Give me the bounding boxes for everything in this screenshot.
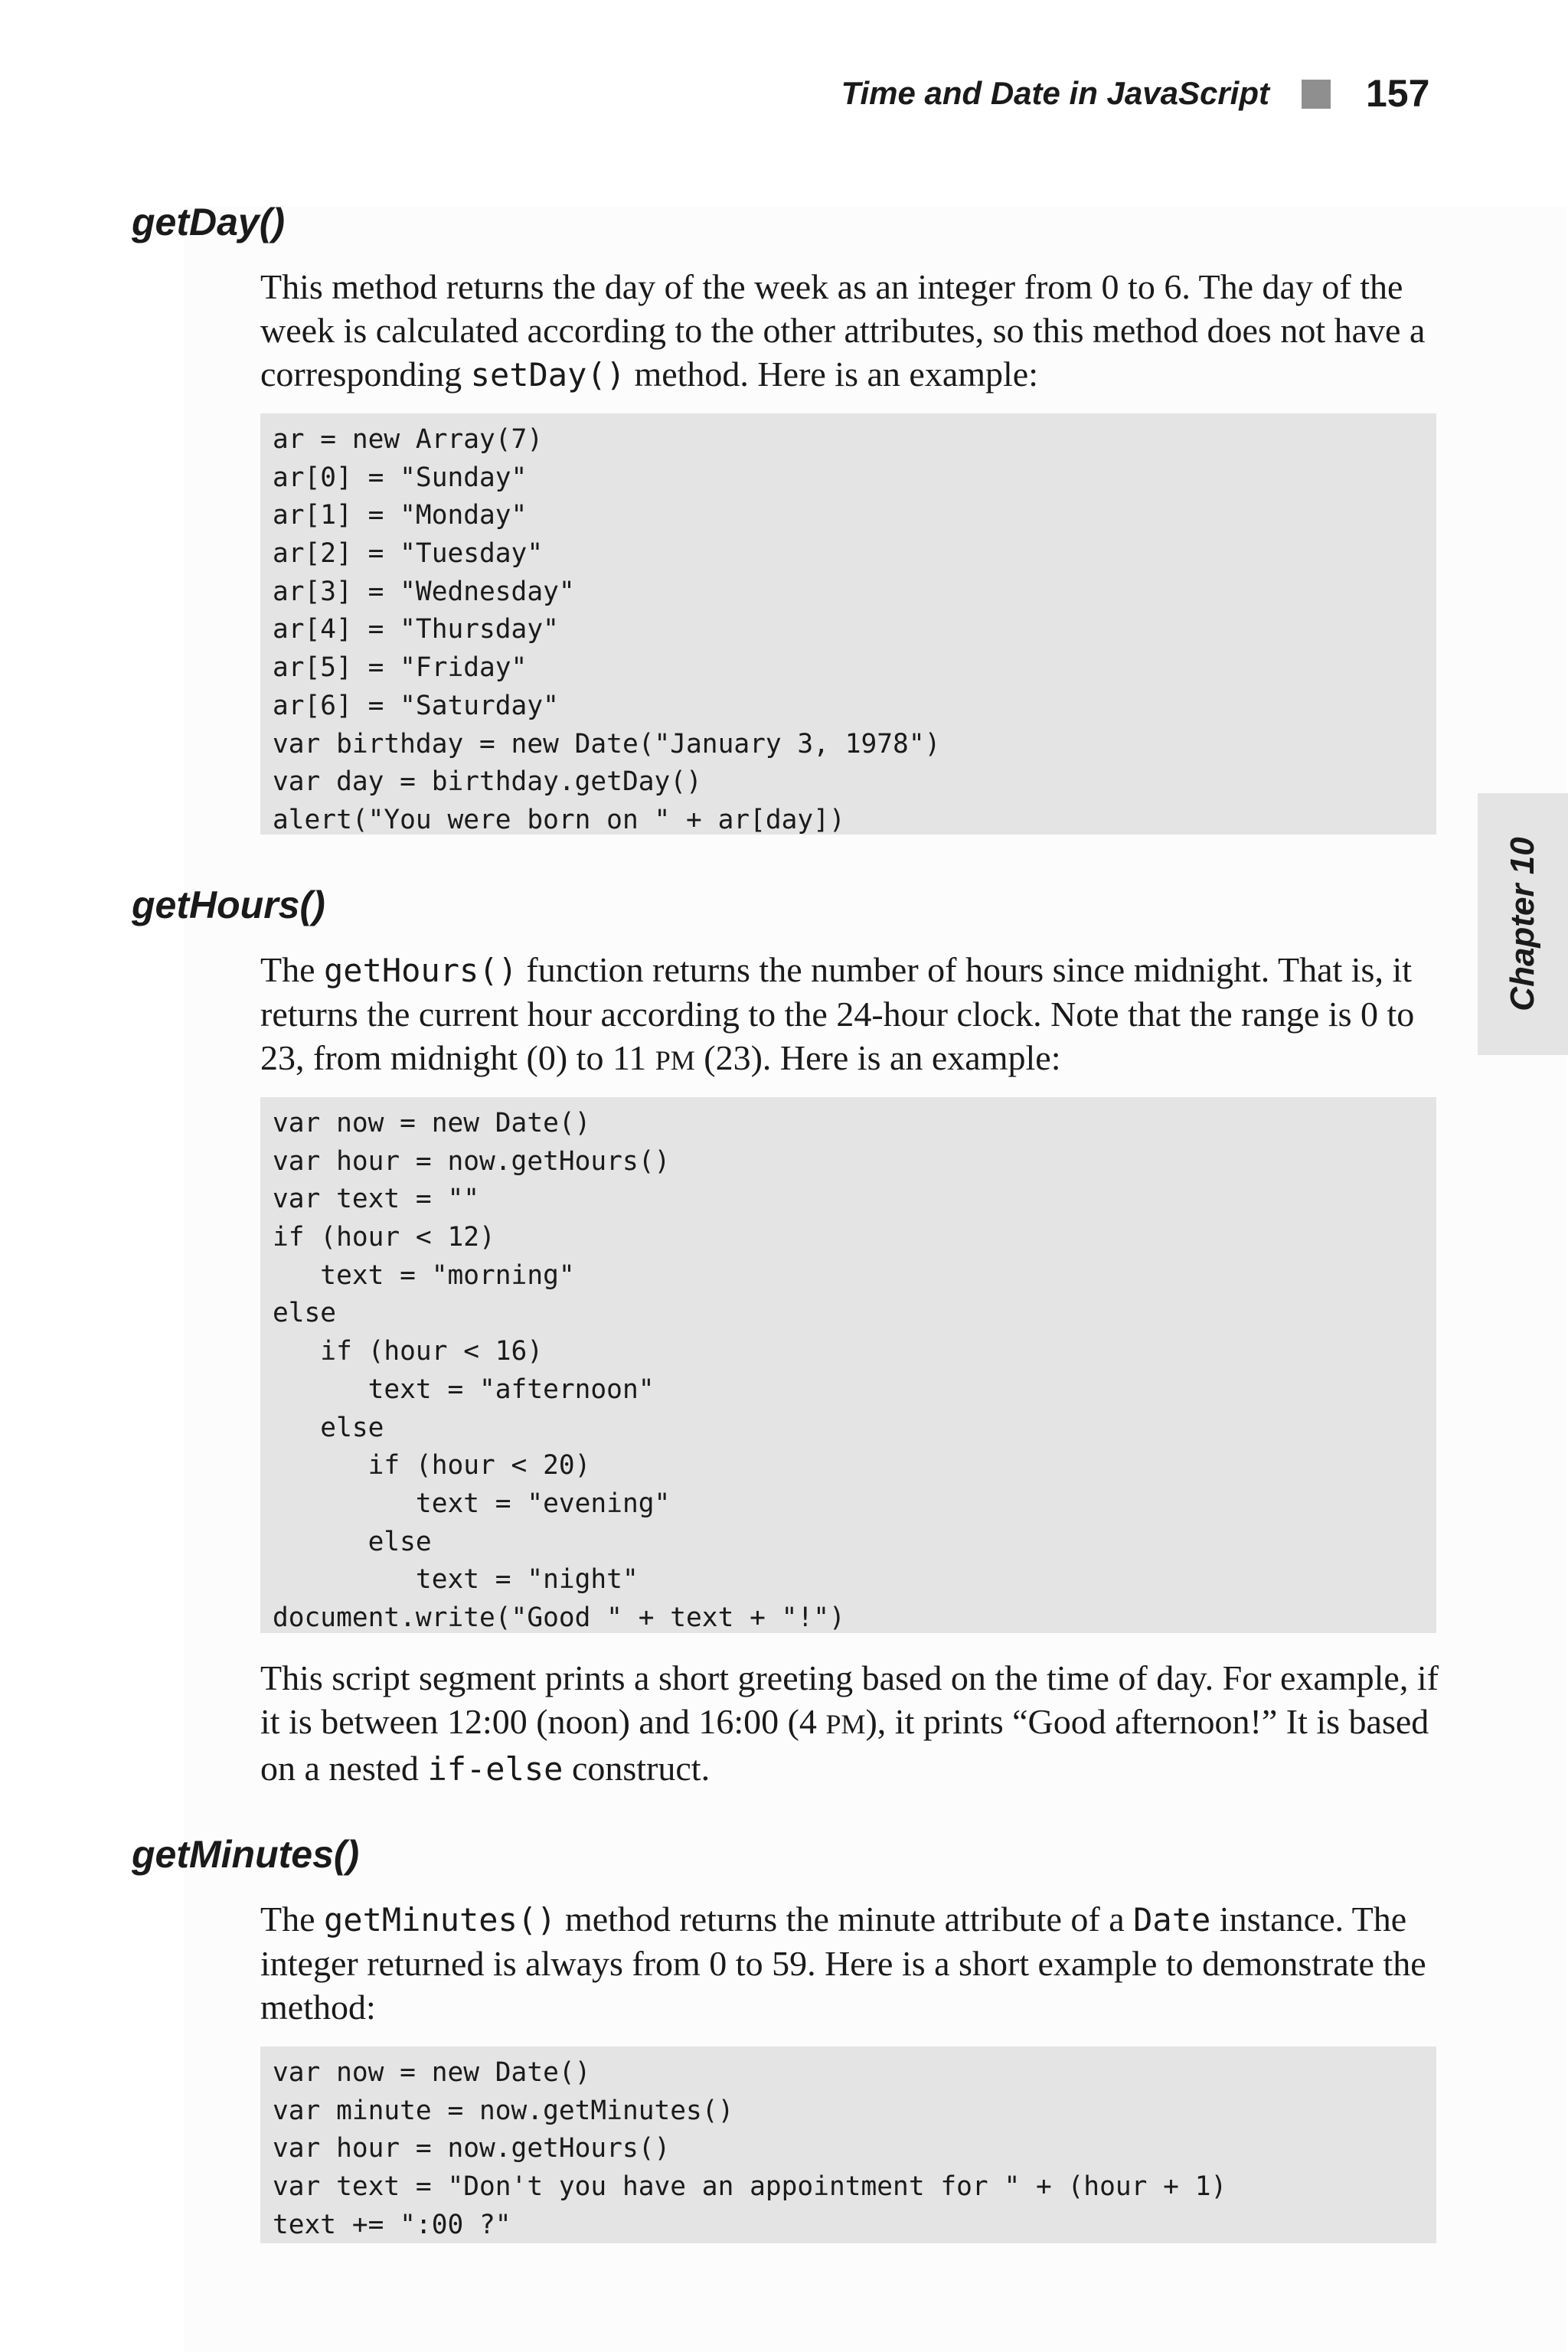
chapter-tab-label: Chapter 10 bbox=[1504, 837, 1541, 1011]
paragraph-text: instance. The integer returned is always from 0 to 59. Here is a short example to demonstrate the method: bbox=[260, 1900, 1426, 2027]
code-line: var now = new Date() bbox=[273, 1108, 591, 1138]
header-square-icon bbox=[1302, 80, 1331, 109]
inline-code: Date bbox=[1133, 1901, 1211, 1939]
paragraph-gethours bbox=[260, 948, 1439, 1083]
paragraph-text: construct. bbox=[563, 1749, 710, 1788]
code-line: text += ":00 ?" bbox=[273, 2209, 511, 2240]
section-heading-gethours: getHours() bbox=[132, 884, 325, 926]
code-line: var day = birthday.getDay() bbox=[273, 766, 702, 798]
code-line: text = "evening" bbox=[273, 1488, 671, 1519]
code-line: var text = "" bbox=[273, 1184, 480, 1215]
code-line: else bbox=[273, 1298, 337, 1329]
code-line: if (hour < 16) bbox=[273, 1336, 544, 1367]
paragraph-getday bbox=[260, 265, 1439, 397]
inline-code: setDay() bbox=[470, 356, 626, 394]
code-block-gethours bbox=[260, 1097, 1436, 1633]
code-line: ar[3] = "Wednesday" bbox=[273, 576, 575, 607]
running-title: Time and Date in JavaScript bbox=[841, 75, 1269, 111]
code-line: ar[6] = "Saturday" bbox=[273, 690, 559, 721]
paragraph-text: ), it prints “Good afternoon!” It is based on a nested bbox=[260, 1702, 1429, 1788]
paragraph-gethours-after bbox=[260, 1656, 1439, 1791]
paragraph-text: The bbox=[260, 1900, 325, 1939]
code-line: ar[2] = "Tuesday" bbox=[273, 538, 544, 570]
page-number: 157 bbox=[1366, 72, 1430, 115]
code-line: text = "afternoon" bbox=[273, 1374, 655, 1405]
code-line: else bbox=[273, 1526, 432, 1557]
section-heading-getminutes: getMinutes() bbox=[132, 1833, 360, 1876]
code-line: document.write("Good " + text + "!") bbox=[273, 1602, 845, 1633]
section-heading-getday: getDay() bbox=[132, 201, 286, 243]
paragraph-text: The bbox=[260, 950, 325, 989]
code-line: var birthday = new Date("January 3, 1978") bbox=[273, 728, 941, 760]
code-line: ar[0] = "Sunday" bbox=[273, 462, 528, 493]
code-line: var text = "Don't you have an appointment for " + (hour + 1) bbox=[273, 2171, 1227, 2203]
code-line: if (hour < 20) bbox=[273, 1450, 591, 1481]
paragraph-text: (23). Here is an example: bbox=[694, 1038, 1061, 1077]
code-line: var hour = now.getHours() bbox=[273, 2133, 671, 2164]
code-line: var hour = now.getHours() bbox=[273, 1145, 671, 1177]
code-line: ar[4] = "Thursday" bbox=[273, 614, 559, 645]
paragraph-text: method returns the minute attribute of a bbox=[556, 1900, 1134, 1939]
paragraph-text: This method returns the day of the week as an integer from 0 to 6. The day of the week is calculated according to the other attributes, so this method does not have a corresponding bbox=[260, 267, 1426, 394]
inline-code: getHours() bbox=[324, 952, 518, 989]
code-line: text = "night" bbox=[273, 1564, 639, 1596]
code-line: ar[1] = "Monday" bbox=[273, 500, 528, 531]
code-block-getday bbox=[260, 413, 1436, 835]
code-line: else bbox=[273, 1412, 384, 1443]
code-line: text = "morning" bbox=[273, 1259, 575, 1291]
code-line: var minute = now.getMinutes() bbox=[273, 2095, 734, 2126]
inline-code: getMinutes() bbox=[324, 1901, 557, 1939]
paragraph-text: method. Here is an example: bbox=[625, 354, 1038, 394]
code-line: if (hour < 12) bbox=[273, 1222, 495, 1253]
code-block-getminutes bbox=[260, 2047, 1436, 2243]
code-line: ar = new Array(7) bbox=[273, 424, 544, 455]
inline-code: if-else bbox=[427, 1750, 564, 1788]
running-head bbox=[0, 70, 1568, 116]
paragraph-getminutes bbox=[260, 1897, 1439, 2029]
code-line: var now = new Date() bbox=[273, 2057, 591, 2088]
small-caps-text: PM bbox=[825, 1709, 866, 1740]
paragraph-text: This script segment prints a short greeting based on the time of day. For example, if it is between 12:00 (noon) and 16:00 (4 bbox=[260, 1658, 1439, 1741]
paragraph-text: function returns the number of hours since midnight. That is, it returns the current hour according to the 24-hour clock. Note that the range is 0 to 23, from midnight (0) to 11 bbox=[260, 950, 1415, 1077]
code-line: ar[5] = "Friday" bbox=[273, 652, 528, 684]
chapter-tab bbox=[1478, 793, 1568, 1055]
small-caps-text: PM bbox=[655, 1045, 695, 1076]
code-line: alert("You were born on " + ar[day]) bbox=[273, 804, 845, 835]
